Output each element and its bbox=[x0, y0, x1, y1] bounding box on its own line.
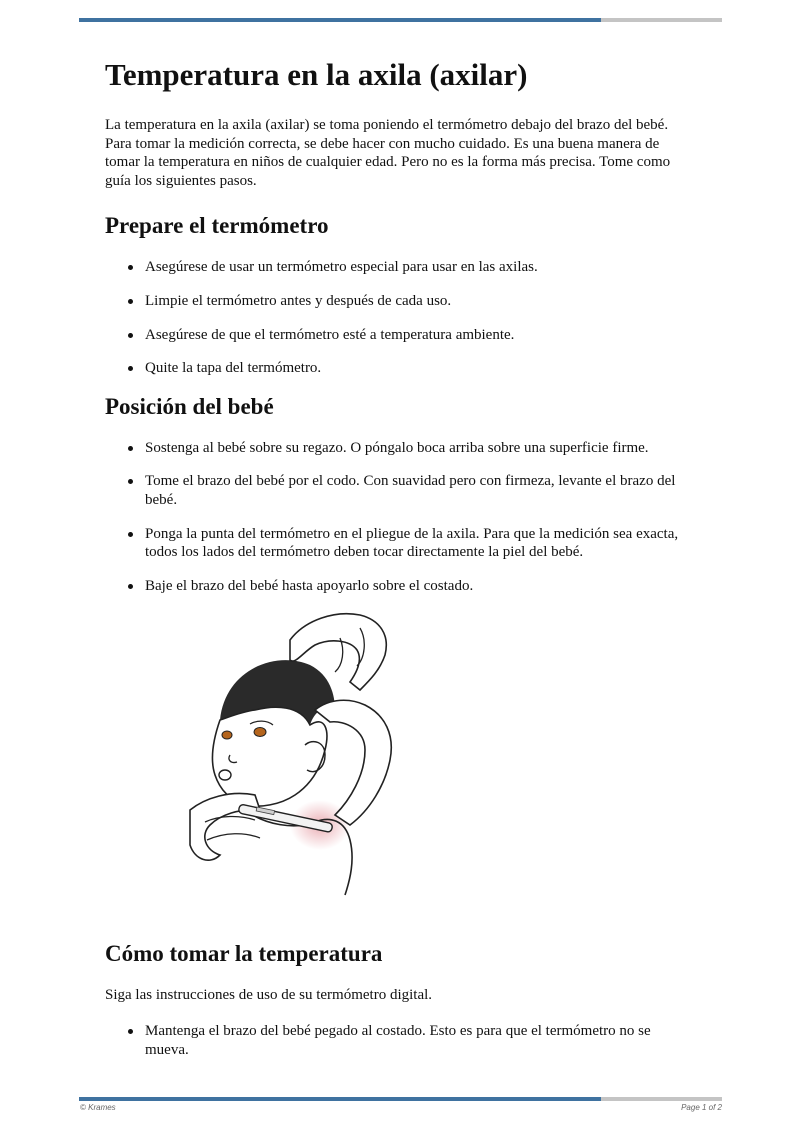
adult-hand-bottom bbox=[190, 794, 260, 861]
bottom-rule bbox=[79, 1097, 722, 1101]
list-howto bbox=[105, 1022, 705, 1059]
bottom-rule-blue bbox=[79, 1097, 601, 1101]
list-item: Baje el brazo del bebé hasta apoyarlo sobre el costado. bbox=[145, 577, 693, 596]
top-rule-gray bbox=[601, 18, 722, 22]
baby-eye-right bbox=[254, 728, 266, 737]
intro-paragraph: La temperatura en la axila (axilar) se toma poniendo el termómetro debajo del brazo del bebé. Para tomar la medición correcta, se debe hacer con mucho cuidado. Es una buena manera de tomar la temperatura en niños de cualquier edad. Pero no es la forma más precisa. Tome como guía los siguientes pasos. bbox=[105, 117, 671, 189]
top-rule-blue bbox=[79, 18, 601, 22]
list-item: Sostenga al bebé sobre su regazo. O póngalo boca arriba sobre una superficie firme. bbox=[145, 439, 693, 458]
list-item: Quite la tapa del termómetro. bbox=[145, 359, 693, 378]
heading-prepare: Prepare el termómetro bbox=[105, 213, 329, 239]
heading-position: Posición del bebé bbox=[105, 393, 274, 419]
adult-knuckle-line bbox=[207, 834, 260, 840]
footer-page-number: Page 1 of 2 bbox=[681, 1103, 722, 1112]
list-prepare bbox=[105, 258, 705, 377]
page-title: Temperatura en la axila (axilar) bbox=[105, 57, 528, 92]
top-rule bbox=[79, 18, 722, 22]
baby-eye-left bbox=[222, 731, 232, 739]
list-item: Mantenga el brazo del bebé pegado al costado. Esto es para que el termómetro no se mueva. bbox=[145, 1022, 693, 1059]
howto-paragraph: Siga las instrucciones de uso de su termómetro digital. bbox=[105, 987, 433, 1004]
adult-finger-line bbox=[335, 638, 343, 672]
heading-howto: Cómo tomar la temperatura bbox=[105, 941, 383, 967]
list-item: Asegúrese de que el termómetro esté a temperatura ambiente. bbox=[145, 326, 693, 345]
list-item: Limpie el termómetro antes y después de cada uso. bbox=[145, 292, 693, 311]
list-item: Tome el brazo del bebé por el codo. Con suavidad pero con firmeza, levante el brazo del bebé. bbox=[145, 472, 693, 509]
document-body bbox=[105, 56, 705, 1074]
footer-copyright: © Krames bbox=[80, 1103, 116, 1112]
list-item: Asegúrese de usar un termómetro especial para usar en las axilas. bbox=[145, 258, 693, 277]
list-item: Ponga la punta del termómetro en el pliegue de la axila. Para que la medición sea exacta, todos los lados del termómetro deben tocar directamente la piel del bebé. bbox=[145, 525, 693, 562]
baby-thermometer-illustration bbox=[105, 610, 705, 910]
bottom-rule-gray bbox=[601, 1097, 722, 1101]
list-position bbox=[105, 439, 705, 596]
baby-illustration-svg bbox=[185, 610, 425, 900]
